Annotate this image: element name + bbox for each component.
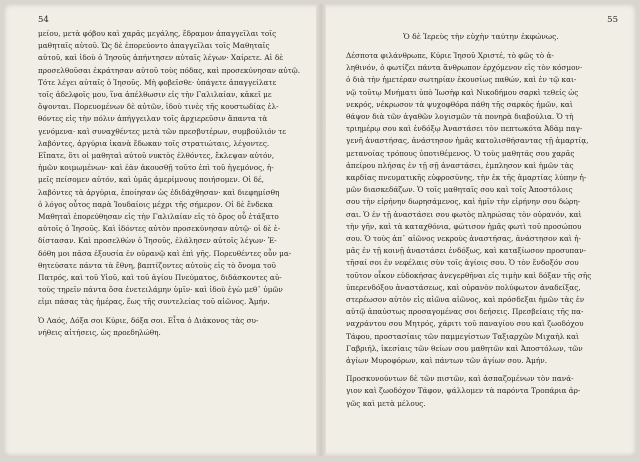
text-line: ὄψονται. Πορευομένων δὲ αὐτῶν, ἰδοὺ τινὲς τῆς κουστωδίας ἐλ- (38, 102, 279, 112)
text-line: Προσκυνούντων δὲ τῶν πιστῶν, καὶ ἀσπαζομένων τὸν πανά- (346, 374, 574, 384)
text-line: θάψον διὰ τῶν ἀγαθῶν λογισμῶν τὰ πονηρὰ διαβούλια. Ὁ τὴ (346, 112, 574, 122)
right-page-header (340, 14, 622, 28)
text-line: δίστασαν. Καὶ προσελθὼν ὁ Ἰησοῦς, ἐλάλησεν αὐτοῖς λέγων· Ἐ- (38, 236, 277, 246)
text-line: σου. Ὁ τοὺς ἀπ᾽ αἰῶνος νεκροὺς ἀναστήσας, ἀνάστησον καὶ ἡ- (346, 234, 581, 244)
text-line: Πατρός, καὶ τοῦ Υἱοῦ, καὶ τοῦ ἁγίου Πνεύματος, διδάσκοντες αὐ- (38, 273, 282, 283)
text-line: τριημέρῳ σου καὶ ἐνδόξῳ Ἀναστάσει τὸν πεπτωκότα Ἀδὰμ παγ- (346, 124, 583, 134)
text-line: εἰμι πάσας τὰς ἡμέρας, ἕως τῆς συντελείας τοῦ αἰῶνος. Ἀμήν. (38, 297, 270, 307)
left-page-closing (26, 315, 306, 339)
text-line: ἁγίων Μυροφόρων, καὶ πάντων τῶν ἁγίων σου. Ἀμήν. (346, 356, 548, 366)
text-line: ὁ λόγος οὗτος παρὰ Ἰουδαίοις μέχρι τῆς σήμερον. Οἱ δὲ ἕνδεκα (38, 199, 273, 209)
text-line: Τότε λέγει αὐταῖς ὁ Ἰησοῦς. Μὴ φοβεῖσθε· ὑπάγετε ἀπαγγείλατε (38, 77, 277, 87)
text-line: στερέωσον αὐτὸν εἰς αἰῶνα αἰῶνος, καὶ πρόσδεξαι ἡμῶν τὰς ἐν (346, 295, 585, 305)
text-line: ὁ διὰ τὴν ἡμετέραν σωτηρίαν ἑκουσίως παθών, καὶ ἐν τῷ και- (346, 75, 577, 85)
text-line: ἡμῶν κοιμωμένων· καὶ ἐὰν ἀκουσθῇ τοῦτο ἐπὶ τοῦ ἡγεμόνος, ἡ- (38, 163, 274, 173)
text-line: καρδίας πνευματικῆς εὐφροσύνης, τὴν ἐκ τῆς ἁμαρτίας λύπην ἡ- (346, 173, 587, 183)
left-page (26, 14, 306, 444)
text-line: Εἴπατε, ὅτι οἱ μαθηταὶ αὐτοῦ νυκτὸς ἐλθόντες, ἔκλεψαν αὐτόν, (38, 151, 275, 161)
right-page-number: 55 (607, 15, 618, 25)
text-line: Γαβριήλ, ἱκεσίαις τῶν θείων σου μαθητῶν καὶ Ἀποστόλων, τῶν (346, 343, 583, 353)
text-line: μείου, μετὰ φόβου καὶ χαρᾶς μεγάλης, ἔδραμον ἀπαγγεῖλαι τοῖς (38, 29, 277, 38)
text-line: ναχράντου σου Μητρός, χάριτι τοῦ παναγίου σου καὶ ζωοδόχου (346, 319, 584, 329)
left-page-body (26, 28, 306, 309)
text-line: μᾶς ἐν τῇ κοινῇ ἀναστάσει ἐνδόξως, καὶ καταξίωσον προσυπαν- (346, 246, 587, 256)
text-line: ληθινόν, ὁ φωτίζει πάντα ἄνθρωπον ἐρχόμενον εἰς τὸν κόσμον· (346, 63, 583, 73)
text-line: μαθηταῖς αὐτοῦ. Ὡς δὲ ἐπορεύοντο ἀπαγγεῖλαι τοῖς Μαθηταῖς (38, 41, 270, 51)
book-spread (4, 4, 636, 456)
text-line: αὐτῷ ἀπαύστως προσαγομένας σοι δεήσεις. Πρεσβείαις τῆς πα- (346, 307, 584, 317)
right-page-closing (340, 373, 622, 410)
text-line: γενόμενα· καὶ συναχθέντες μετὰ τῶν πρεσβυτέρων, συμβούλιόν τε (38, 126, 287, 136)
text-line: μεῖς πείσομεν αὐτόν, καὶ ὑμᾶς ἀμερίμνους ποιήσομεν. Οἱ δέ, (38, 175, 264, 185)
text-line: τοὺς τηρεῖν πάντα ὅσα ἐνετειλάμην ὑμῖν· καὶ ἰδοὺ ἐγὼ μεθ᾽ ὑμῶν (38, 285, 283, 295)
right-page-rubric: Ὁ δὲ Ἱερεὺς τὴν εὐχὴν ταύτην ἐκφώνως. (403, 32, 559, 41)
text-line: τὴν γῆν, καὶ τὰ καταχθόνια, φώτισον ἡμᾶς φωτὶ τοῦ προσώπου (346, 221, 582, 231)
text-line: λαβόντες τὰ ἀργύρια, ἐποίησαν ὡς ἐδιδάχθησαν· καὶ διεφημίσθη (38, 187, 280, 197)
text-line: σαι. Ὁ ἐν τῇ ἀναστάσει σου φωτὸς πληρώσας τὸν οὐρανόν, καὶ (346, 209, 582, 219)
right-page (340, 14, 622, 444)
text-line: ἀπείρου πλήσας ἐν τῇ σῇ ἀναστάσει, ἐμπλησον καὶ ἡμῶν τὰς (346, 160, 574, 170)
text-line: προσελθοῦσαι ἐκράτησαν αὐτοῦ τοὺς πόδας, καὶ προσεκύνησαν αὐτῷ. (38, 65, 301, 75)
text-line: αὐτοῦ, καὶ ἰδοὺ ὁ Ἰησοῦς ἀπήντησεν αὐταῖς λέγων· Χαίρετε. Αἱ δὲ (38, 53, 284, 63)
text-line: λαβόντες, ἀργύρια ἱκανὰ ἔδωκαν τοῖς στρατιώταις, λέγοντες. (38, 138, 270, 148)
left-page-number: 54 (38, 15, 49, 25)
text-line: θόντες εἰς τὴν πόλιν ἀπήγγειλαν τοῖς ἀρχιερεῦσιν ἅπαντα τὰ (38, 114, 268, 124)
text-line: Ὁ Λαός, Δόξα σοι Κύριε, δόξα σοι. Εἶτα ὁ Διάκονος τὰς συ- (38, 315, 259, 325)
left-page-header (26, 14, 306, 28)
text-line: δόθη μοι πᾶσα ἐξουσία ἐν οὐρανῷ καὶ ἐπὶ γῆς. Πορευθέντες οὖν μα- (38, 248, 292, 258)
text-line: Δέσποτα φιλάνθρωπε, Κύριε Ἰησοῦ Χριστέ, τὸ φῶς τὸ ἀ- (346, 51, 554, 60)
text-line: Μαθηταὶ ἐπορεύθησαν εἰς τὴν Γαλιλαίαν εἰς τὸ ὄρος οὗ ἐτάξατο (38, 212, 279, 222)
book-gutter (316, 4, 326, 456)
text-line: γῶς καὶ μετὰ μέλους. (346, 398, 426, 408)
text-line: τῆσαί σοι ἐν νεφέλαις σὺν τοῖς ἁγίοις σου. Ὁ τὸν ἔνδοξόν σου (346, 258, 579, 268)
text-line: Τάφου, προστασίαις τῶν παμμεγίστων Ταξιαρχῶν Μιχαὴλ καὶ (346, 331, 579, 341)
text-line: τοῖς ἀδελφοῖς μου, ἵνα ἀπέλθωσιν εἰς τὴν Γαλιλαίαν, κἀκεῖ με (38, 90, 272, 100)
text-line: νῷ τοῦτῳ Μνήματι ὑπὸ Ἰωσὴφ καὶ Νικοδήμου σαρκὶ τεθείς ὡς (346, 87, 579, 97)
text-line: θητεύσατε πάντα τὰ ἔθνη, βαπτίζοντες αὐτοὺς εἰς τὸ ὄνομα τοῦ (38, 260, 276, 270)
text-line: μῶν διασκεδάζων. Ὁ τοῖς μαθηταῖς σου καὶ τοῖς Ἀποστόλοις (346, 185, 573, 195)
text-line: αὐτοῖς ὁ Ἰησοῦς. Καὶ ἰδόντες αὐτὸν προσεκύνησαν αὐτῷ· οἱ δὲ ἐ- (38, 224, 281, 234)
text-line: ὑπερενδόξου ἀναστάσεως, καὶ οὐρανὸν πολύφωτον ἀναδείξας, (346, 282, 581, 292)
text-line: σου τὴν εἰρήνην δωρησάμενος, καὶ ἡμῖν τὴν εἰρήνην σου δώρη- (346, 197, 581, 207)
text-line: νεκρός, νέκρωσον τὰ ψυχοφθόρα πάθη τῆς σαρκὸς ἡμῶν, καὶ (346, 99, 573, 109)
text-line: μετανοίας τρόπους ὑποτιθέμενος. Ὁ τοὺς μαθητάς σου χαρᾶς (346, 148, 575, 158)
right-page-body (340, 50, 622, 367)
text-line: γενῆ ἀναστήσας, ἀνάστησον ἡμᾶς κατολισθήσαντας τῇ ἁμαρτίᾳ, (346, 136, 589, 146)
text-line: γιον καὶ ζωοδόχον Τάφον, ψάλλομεν τὰ παρόντα Τροπάρια ἀρ- (346, 386, 581, 396)
text-line: τοῦτον οἶκον εὐδοκήσας ἀνεγερθῆναι εἰς τιμὴν καὶ δόξαν τῆς σῆς (346, 270, 592, 280)
text-line: νήθεις αἰτήσεις, ὡς προεδηλώθη. (38, 327, 161, 337)
